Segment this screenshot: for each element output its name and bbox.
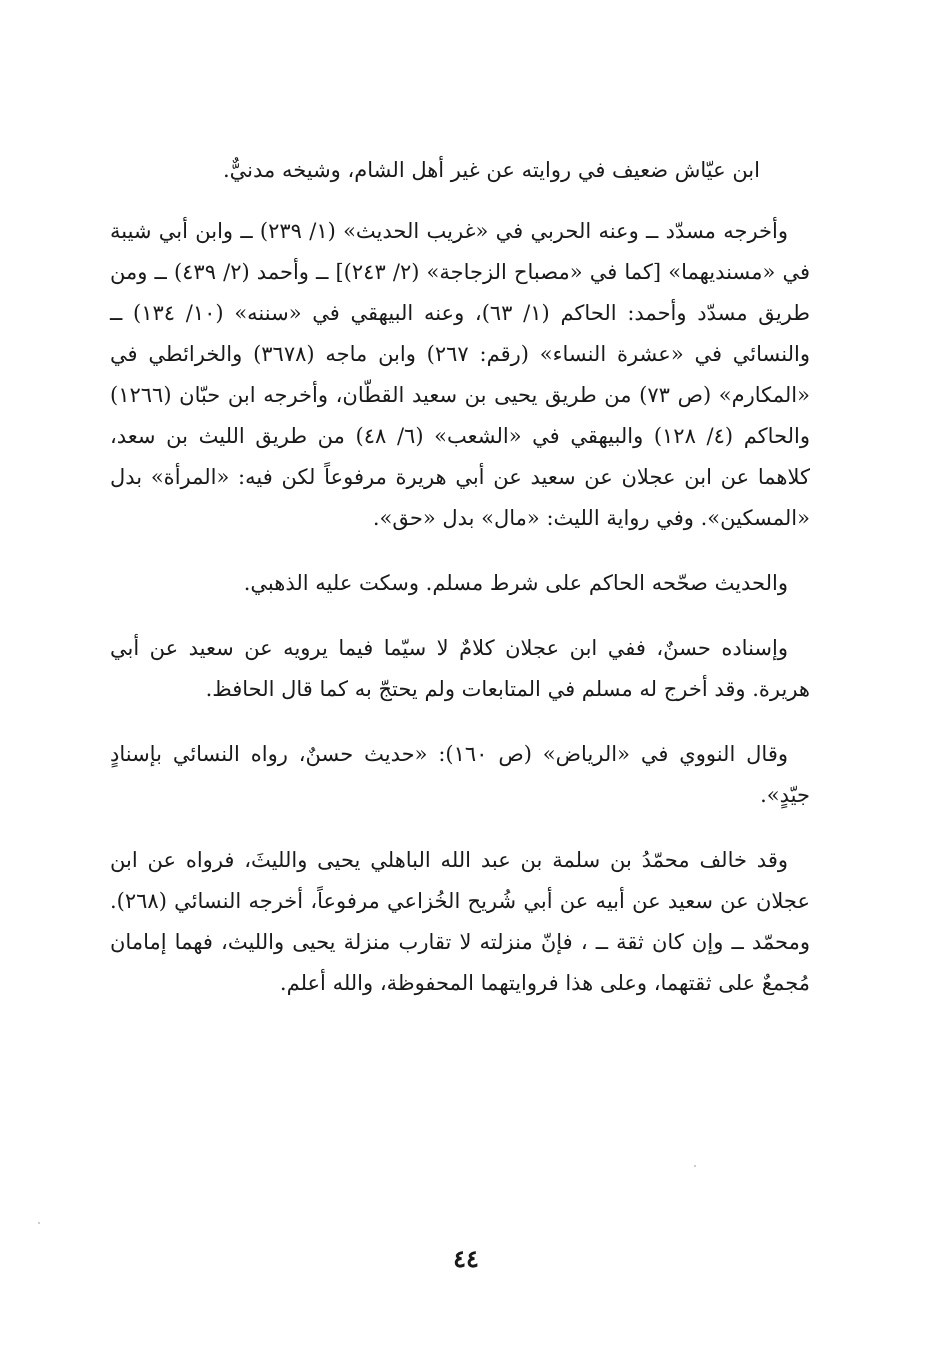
paragraph-2: وأخرجه مسدّد ــ وعنه الحربي في «غريب الحديث» (١/ ٢٣٩) ــ وابن أبي شيبة في «مسنديهما» [كما في «مصباح الزجاجة» (٢/ ٢٤٣)] ــ وأحمد (٢/ ٤٣٩) ــ ومن طريق مسدّد وأحمد: الحاكم (١/ ٦٣)، وعنه البيهقي في «سننه» (١٠/ ١٣٤) ــ والنسائي في «عشرة النساء» (رقم: ٢٦٧) وابن ماجه (٣٦٧٨) والخرائطي في «المكارم» (ص ٧٣) من طريق يحيى بن سعيد القطّان، وأخرجه ابن حبّان (١٢٦٦) والحاكم (٤/ ١٢٨) والبيهقي في «الشعب» (٦/ ٤٨) من طريق الليث بن سعد، كلاهما عن ابن عجلان عن سعيد عن أبي هريرة مرفوعاً لكن فيه: «المرأة» بدل «المسكين». وفي رواية الليث: «مال» بدل «حق». — [110, 219, 811, 530]
paragraph-6: وقد خالف محمّدُ بن سلمة بن عبد الله الباهلي يحيى والليثَ، فرواه عن ابن عجلان عن سعيد عن أبيه عن أبي شُريح الخُزاعي مرفوعاً، أخرجه النسائي (٢٦٨). ومحمّد ــ وإن كان ثقة ــ ، فإنّ منزلته لا تقارب منزلة يحيى والليث، فهما إمامان مُجمعٌ على ثقتهما، وعلى هذا فروايتهما المحفوظة، والله أعلم. — [110, 848, 810, 995]
page-number: ٤٤ — [453, 1244, 479, 1273]
paragraph-4: وإسناده حسنٌ، ففي ابن عجلان كلامٌ لا سيّما فيما يرويه عن سعيد عن أبي هريرة. وقد أخرج له مسلم في المتابعات ولم يحتجّ به كما قال الحافظ. — [110, 636, 810, 701]
paragraph-1: ابن عيّاش ضعيف في روايته عن غير أهل الشام، وشيخه مدنيٌّ. — [222, 158, 760, 182]
scan-speck — [38, 1222, 40, 1224]
body-text — [110, 150, 810, 1028]
paragraph-5: وقال النووي في «الرياض» (ص ١٦٠): «حديث حسنٌ، رواه النسائي بإسنادٍ جيّدٍ». — [110, 742, 810, 807]
scan-speck — [694, 1165, 696, 1167]
paragraph-3: والحديث صحّحه الحاكم على شرط مسلم. وسكت عليه الذهبي. — [243, 571, 788, 595]
